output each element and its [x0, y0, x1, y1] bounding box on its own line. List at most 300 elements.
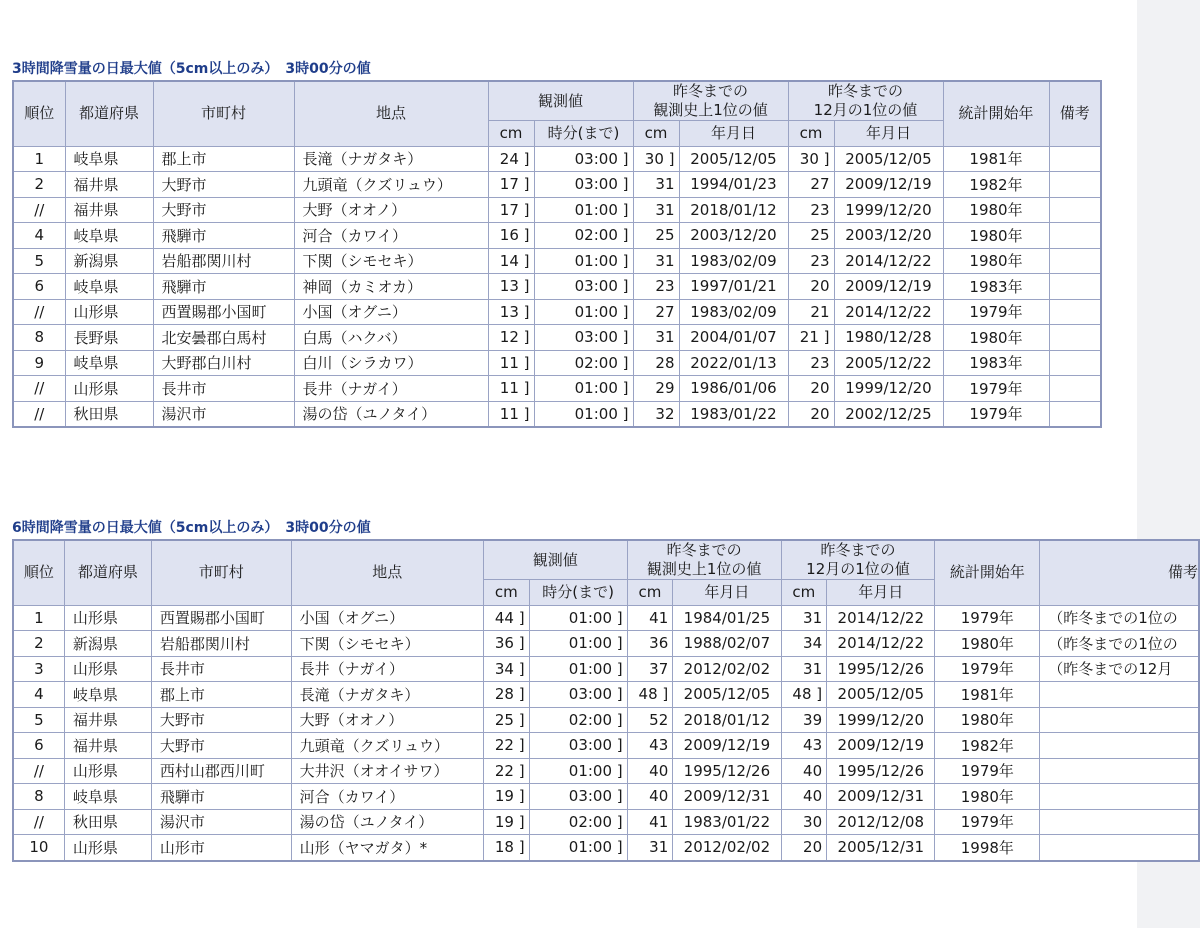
cell-record-dec-cm: 23: [788, 350, 834, 376]
cell-remarks: [1049, 350, 1101, 376]
table-row: [13, 146, 1101, 172]
cell-observed-time: 03:00 ]: [529, 733, 627, 759]
cell-record-all-cm: 36: [627, 631, 673, 657]
header-cm: cm: [627, 580, 673, 606]
cell-rank: 5: [13, 248, 65, 274]
table2-title: 6時間降雪量の日最大値（5cm以上のみ） 3時00分の値: [12, 520, 371, 536]
cell-city: 大野郡白川村: [153, 350, 294, 376]
cell-observed-cm: 11 ]: [488, 401, 534, 427]
cell-record-all-cm: 28: [633, 350, 679, 376]
cell-observed-time: 01:00 ]: [529, 758, 627, 784]
cell-start-year: 1979年: [943, 299, 1049, 325]
cell-rank: //: [13, 758, 64, 784]
header-city: 市町村: [153, 81, 294, 146]
table-row: [13, 682, 1199, 708]
cell-remarks: [1049, 376, 1101, 402]
cell-observed-cm: 34 ]: [483, 656, 529, 682]
cell-rank: 2: [13, 172, 65, 198]
header-time: 時分(まで): [534, 121, 633, 147]
cell-city: 大野市: [153, 197, 294, 223]
cell-station: 神岡（カミオカ）: [294, 274, 488, 300]
cell-rank: 1: [13, 605, 64, 631]
table-row: [13, 605, 1199, 631]
cell-rank: 8: [13, 325, 65, 351]
cell-station: 白馬（ハクバ）: [294, 325, 488, 351]
cell-record-all-cm: 37: [627, 656, 673, 682]
cell-record-dec-cm: 43: [781, 733, 827, 759]
header-station: 地点: [291, 540, 483, 605]
cell-start-year: 1983年: [943, 350, 1049, 376]
cell-record-all-date: 2012/02/02: [673, 656, 781, 682]
cell-rank: //: [13, 809, 64, 835]
header-record-all: 昨冬までの 観測史上1位の値: [633, 81, 788, 121]
cell-city: 郡上市: [151, 682, 291, 708]
cell-record-dec-date: 1999/12/20: [834, 197, 943, 223]
cell-record-all-cm: 43: [627, 733, 673, 759]
cell-station: 長滝（ナガタキ）: [294, 146, 488, 172]
cell-observed-cm: 19 ]: [483, 809, 529, 835]
cell-observed-cm: 14 ]: [488, 248, 534, 274]
cell-city: 西置賜郡小国町: [151, 605, 291, 631]
cell-record-all-date: 1986/01/06: [679, 376, 788, 402]
table-row: [13, 325, 1101, 351]
cell-record-all-cm: 41: [627, 809, 673, 835]
header-time: 時分(まで): [529, 580, 627, 606]
cell-city: 飛騨市: [151, 784, 291, 810]
cell-remarks: [1049, 223, 1101, 249]
cell-remarks: （昨冬までの1位の: [1040, 631, 1199, 657]
cell-prefecture: 岐阜県: [65, 350, 153, 376]
cell-rank: 6: [13, 733, 64, 759]
cell-record-all-cm: 41: [627, 605, 673, 631]
cell-observed-cm: 13 ]: [488, 299, 534, 325]
cell-city: 西置賜郡小国町: [153, 299, 294, 325]
table1-body: [13, 146, 1101, 427]
header-prefecture: 都道府県: [65, 81, 153, 146]
cell-observed-cm: 19 ]: [483, 784, 529, 810]
cell-observed-cm: 16 ]: [488, 223, 534, 249]
cell-city: 飛騨市: [153, 223, 294, 249]
cell-station: 長井（ナガイ）: [291, 656, 483, 682]
cell-observed-cm: 13 ]: [488, 274, 534, 300]
cell-record-all-date: 2018/01/12: [679, 197, 788, 223]
cell-record-dec-cm: 34: [781, 631, 827, 657]
cell-record-all-date: 2004/01/07: [679, 325, 788, 351]
table-row: [13, 299, 1101, 325]
cell-remarks: [1049, 401, 1101, 427]
cell-record-dec-date: 1980/12/28: [834, 325, 943, 351]
cell-rank: 4: [13, 223, 65, 249]
cell-station: 九頭竜（クズリュウ）: [291, 733, 483, 759]
cell-record-dec-cm: 30: [781, 809, 827, 835]
cell-remarks: [1049, 197, 1101, 223]
table-row: [13, 835, 1199, 861]
cell-record-all-cm: 27: [633, 299, 679, 325]
cell-city: 湯沢市: [153, 401, 294, 427]
cell-start-year: 1979年: [935, 758, 1040, 784]
cell-prefecture: 岐阜県: [65, 146, 153, 172]
cell-rank: //: [13, 299, 65, 325]
cell-remarks: [1040, 835, 1199, 861]
cell-record-dec-cm: 20: [788, 274, 834, 300]
cell-record-all-cm: 29: [633, 376, 679, 402]
cell-rank: 9: [13, 350, 65, 376]
cell-record-dec-date: 2014/12/22: [834, 248, 943, 274]
cell-city: 長井市: [151, 656, 291, 682]
cell-remarks: [1049, 146, 1101, 172]
cell-record-dec-cm: 25: [788, 223, 834, 249]
cell-station: 下関（シモセキ）: [291, 631, 483, 657]
cell-record-dec-cm: 20: [788, 376, 834, 402]
cell-prefecture: 山形県: [65, 376, 153, 402]
cell-prefecture: 山形県: [64, 656, 151, 682]
header-remarks: 備考: [1040, 540, 1199, 605]
cell-city: 北安曇郡白馬村: [153, 325, 294, 351]
cell-record-all-cm: 32: [633, 401, 679, 427]
cell-observed-time: 01:00 ]: [534, 197, 633, 223]
cell-remarks: [1040, 707, 1199, 733]
table-row: [13, 656, 1199, 682]
table-row: [13, 274, 1101, 300]
cell-record-dec-date: 2002/12/25: [834, 401, 943, 427]
header-cm: cm: [781, 580, 827, 606]
cell-record-dec-cm: 23: [788, 248, 834, 274]
cell-observed-time: 03:00 ]: [529, 784, 627, 810]
header-date: 年月日: [827, 580, 935, 606]
cell-record-dec-date: 2003/12/20: [834, 223, 943, 249]
cell-record-dec-cm: 23: [788, 197, 834, 223]
cell-city: 岩船郡関川村: [153, 248, 294, 274]
header-rank: 順位: [13, 540, 64, 605]
cell-record-dec-cm: 31: [781, 605, 827, 631]
header-rank: 順位: [13, 81, 65, 146]
cell-observed-time: 02:00 ]: [534, 223, 633, 249]
cell-record-dec-date: 2009/12/19: [834, 274, 943, 300]
table-row: [13, 401, 1101, 427]
table2-body: [13, 605, 1199, 861]
cell-record-dec-date: 2009/12/19: [827, 733, 935, 759]
table1: [12, 80, 1102, 428]
header-cm: cm: [488, 121, 534, 147]
cell-record-dec-cm: 48 ]: [781, 682, 827, 708]
table-row: [13, 707, 1199, 733]
cell-observed-time: 01:00 ]: [534, 401, 633, 427]
cell-city: 郡上市: [153, 146, 294, 172]
cell-observed-cm: 22 ]: [483, 758, 529, 784]
table2: [12, 539, 1200, 862]
cell-record-all-date: 1984/01/25: [673, 605, 781, 631]
cell-record-all-cm: 31: [633, 172, 679, 198]
cell-record-dec-date: 2009/12/31: [827, 784, 935, 810]
cell-station: 大野（オオノ）: [291, 707, 483, 733]
header-cm: cm: [788, 121, 834, 147]
cell-record-dec-cm: 21: [788, 299, 834, 325]
cell-record-dec-cm: 27: [788, 172, 834, 198]
cell-record-all-date: 2009/12/19: [673, 733, 781, 759]
cell-observed-time: 01:00 ]: [529, 605, 627, 631]
cell-rank: 6: [13, 274, 65, 300]
cell-observed-time: 02:00 ]: [529, 809, 627, 835]
cell-start-year: 1980年: [935, 631, 1040, 657]
cell-prefecture: 新潟県: [64, 631, 151, 657]
header-city: 市町村: [151, 540, 291, 605]
cell-record-dec-date: 2009/12/19: [834, 172, 943, 198]
cell-prefecture: 岐阜県: [64, 682, 151, 708]
cell-city: 大野市: [151, 733, 291, 759]
cell-prefecture: 福井県: [64, 707, 151, 733]
cell-start-year: 1979年: [935, 656, 1040, 682]
cell-city: 山形市: [151, 835, 291, 861]
cell-observed-cm: 36 ]: [483, 631, 529, 657]
cell-record-all-cm: 31: [627, 835, 673, 861]
cell-prefecture: 山形県: [64, 605, 151, 631]
cell-remarks: [1049, 172, 1101, 198]
table-row: [13, 172, 1101, 198]
cell-record-all-cm: 31: [633, 248, 679, 274]
cell-record-all-date: 1983/01/22: [673, 809, 781, 835]
cell-remarks: [1040, 809, 1199, 835]
cell-record-dec-date: 1999/12/20: [834, 376, 943, 402]
cell-start-year: 1979年: [943, 376, 1049, 402]
cell-record-all-date: 2003/12/20: [679, 223, 788, 249]
cell-record-dec-cm: 39: [781, 707, 827, 733]
table1-title: 3時間降雪量の日最大値（5cm以上のみ） 3時00分の値: [12, 61, 371, 77]
header-start-year: 統計開始年: [943, 81, 1049, 146]
cell-station: 河合（カワイ）: [294, 223, 488, 249]
cell-rank: 3: [13, 656, 64, 682]
cell-record-all-date: 1997/01/21: [679, 274, 788, 300]
cell-start-year: 1979年: [935, 809, 1040, 835]
cell-prefecture: 岐阜県: [65, 223, 153, 249]
table-row: [13, 376, 1101, 402]
cell-observed-cm: 11 ]: [488, 376, 534, 402]
cell-observed-cm: 28 ]: [483, 682, 529, 708]
cell-record-all-date: 2018/01/12: [673, 707, 781, 733]
table-row: [13, 809, 1199, 835]
cell-record-all-date: 2022/01/13: [679, 350, 788, 376]
cell-remarks: [1040, 784, 1199, 810]
cell-observed-cm: 12 ]: [488, 325, 534, 351]
header-prefecture: 都道府県: [64, 540, 151, 605]
cell-city: 岩船郡関川村: [151, 631, 291, 657]
cell-record-dec-cm: 40: [781, 784, 827, 810]
cell-remarks: [1049, 299, 1101, 325]
cell-start-year: 1979年: [943, 401, 1049, 427]
cell-prefecture: 山形県: [64, 758, 151, 784]
cell-observed-time: 03:00 ]: [534, 172, 633, 198]
cell-city: 大野市: [151, 707, 291, 733]
header-record-all: 昨冬までの 観測史上1位の値: [627, 540, 781, 580]
cell-remarks: [1049, 248, 1101, 274]
cell-station: 大野（オオノ）: [294, 197, 488, 223]
cell-observed-cm: 22 ]: [483, 733, 529, 759]
cell-record-dec-date: 2014/12/22: [827, 605, 935, 631]
cell-observed-time: 01:00 ]: [534, 248, 633, 274]
cell-observed-time: 03:00 ]: [529, 682, 627, 708]
cell-record-all-date: 1983/02/09: [679, 248, 788, 274]
cell-remarks: [1040, 733, 1199, 759]
cell-record-all-date: 1994/01/23: [679, 172, 788, 198]
table-row: [13, 248, 1101, 274]
header-cm: cm: [633, 121, 679, 147]
cell-record-dec-cm: 21 ]: [788, 325, 834, 351]
cell-observed-cm: 44 ]: [483, 605, 529, 631]
header-remarks: 備考: [1049, 81, 1101, 146]
cell-record-all-date: 2005/12/05: [673, 682, 781, 708]
cell-station: 湯の岱（ユノタイ）: [294, 401, 488, 427]
cell-station: 湯の岱（ユノタイ）: [291, 809, 483, 835]
header-record-dec: 昨冬までの 12月の1位の値: [781, 540, 935, 580]
cell-station: 河合（カワイ）: [291, 784, 483, 810]
cell-observed-time: 01:00 ]: [529, 835, 627, 861]
table-row: [13, 197, 1101, 223]
table-row: [13, 631, 1199, 657]
cell-prefecture: 福井県: [64, 733, 151, 759]
cell-start-year: 1980年: [943, 248, 1049, 274]
cell-record-dec-date: 2005/12/22: [834, 350, 943, 376]
cell-record-dec-cm: 31: [781, 656, 827, 682]
cell-record-dec-date: 2005/12/05: [834, 146, 943, 172]
cell-remarks: （昨冬までの12月: [1040, 656, 1199, 682]
cell-observed-cm: 17 ]: [488, 197, 534, 223]
cell-prefecture: 福井県: [65, 172, 153, 198]
cell-prefecture: 岐阜県: [65, 274, 153, 300]
header-station: 地点: [294, 81, 488, 146]
table-row: [13, 758, 1199, 784]
cell-record-all-date: 2005/12/05: [679, 146, 788, 172]
cell-record-dec-cm: 40: [781, 758, 827, 784]
cell-observed-time: 01:00 ]: [534, 299, 633, 325]
cell-observed-cm: 24 ]: [488, 146, 534, 172]
header-date: 年月日: [673, 580, 781, 606]
cell-record-dec-date: 1995/12/26: [827, 758, 935, 784]
cell-record-all-cm: 48 ]: [627, 682, 673, 708]
cell-start-year: 1982年: [935, 733, 1040, 759]
cell-start-year: 1980年: [935, 707, 1040, 733]
cell-station: 小国（オグニ）: [291, 605, 483, 631]
cell-station: 九頭竜（クズリュウ）: [294, 172, 488, 198]
cell-station: 長滝（ナガタキ）: [291, 682, 483, 708]
cell-rank: 1: [13, 146, 65, 172]
cell-prefecture: 山形県: [64, 835, 151, 861]
cell-record-all-date: 2012/02/02: [673, 835, 781, 861]
cell-record-all-date: 1983/02/09: [679, 299, 788, 325]
cell-remarks: [1040, 758, 1199, 784]
cell-record-dec-date: 1999/12/20: [827, 707, 935, 733]
cell-observed-time: 02:00 ]: [534, 350, 633, 376]
cell-record-all-cm: 30 ]: [633, 146, 679, 172]
cell-rank: //: [13, 401, 65, 427]
cell-record-all-cm: 40: [627, 758, 673, 784]
cell-observed-time: 03:00 ]: [534, 325, 633, 351]
table-row: [13, 733, 1199, 759]
cell-rank: 5: [13, 707, 64, 733]
cell-remarks: [1040, 682, 1199, 708]
cell-observed-cm: 11 ]: [488, 350, 534, 376]
table-row: [13, 350, 1101, 376]
header-cm: cm: [483, 580, 529, 606]
cell-record-dec-cm: 20: [781, 835, 827, 861]
cell-record-dec-date: 2005/12/31: [827, 835, 935, 861]
cell-record-all-cm: 52: [627, 707, 673, 733]
cell-start-year: 1980年: [943, 325, 1049, 351]
cell-start-year: 1980年: [935, 784, 1040, 810]
cell-city: 飛騨市: [153, 274, 294, 300]
cell-observed-time: 01:00 ]: [534, 376, 633, 402]
cell-rank: 2: [13, 631, 64, 657]
cell-record-dec-date: 2014/12/22: [834, 299, 943, 325]
cell-record-all-cm: 40: [627, 784, 673, 810]
cell-record-all-date: 2009/12/31: [673, 784, 781, 810]
cell-prefecture: 岐阜県: [64, 784, 151, 810]
cell-city: 長井市: [153, 376, 294, 402]
cell-observed-time: 01:00 ]: [529, 656, 627, 682]
cell-observed-time: 01:00 ]: [529, 631, 627, 657]
cell-record-all-cm: 31: [633, 325, 679, 351]
cell-start-year: 1981年: [935, 682, 1040, 708]
cell-start-year: 1981年: [943, 146, 1049, 172]
cell-prefecture: 秋田県: [64, 809, 151, 835]
cell-observed-cm: 17 ]: [488, 172, 534, 198]
cell-remarks: [1049, 274, 1101, 300]
cell-record-all-cm: 23: [633, 274, 679, 300]
table2-section: [12, 517, 1200, 862]
cell-observed-time: 03:00 ]: [534, 274, 633, 300]
header-start-year: 統計開始年: [935, 540, 1040, 605]
cell-remarks: （昨冬までの1位の: [1040, 605, 1199, 631]
cell-start-year: 1980年: [943, 223, 1049, 249]
cell-start-year: 1980年: [943, 197, 1049, 223]
cell-observed-cm: 18 ]: [483, 835, 529, 861]
cell-observed-time: 03:00 ]: [534, 146, 633, 172]
cell-station: 下関（シモセキ）: [294, 248, 488, 274]
cell-record-all-cm: 31: [633, 197, 679, 223]
cell-remarks: [1049, 325, 1101, 351]
cell-station: 長井（ナガイ）: [294, 376, 488, 402]
cell-prefecture: 新潟県: [65, 248, 153, 274]
cell-record-dec-date: 2005/12/05: [827, 682, 935, 708]
cell-station: 白川（シラカワ）: [294, 350, 488, 376]
table1-section: [12, 58, 1102, 428]
cell-prefecture: 山形県: [65, 299, 153, 325]
header-record-dec: 昨冬までの 12月の1位の値: [788, 81, 943, 121]
cell-city: 大野市: [153, 172, 294, 198]
header-date: 年月日: [679, 121, 788, 147]
cell-station: 小国（オグニ）: [294, 299, 488, 325]
cell-record-dec-date: 2014/12/22: [827, 631, 935, 657]
cell-station: 大井沢（オオイサワ）: [291, 758, 483, 784]
header-date: 年月日: [834, 121, 943, 147]
cell-start-year: 1979年: [935, 605, 1040, 631]
cell-record-all-cm: 25: [633, 223, 679, 249]
cell-city: 湯沢市: [151, 809, 291, 835]
cell-observed-cm: 25 ]: [483, 707, 529, 733]
cell-start-year: 1998年: [935, 835, 1040, 861]
cell-rank: 4: [13, 682, 64, 708]
header-observed: 観測値: [483, 540, 627, 580]
cell-station: 山形（ヤマガタ）*: [291, 835, 483, 861]
cell-record-all-date: 1988/02/07: [673, 631, 781, 657]
cell-rank: //: [13, 376, 65, 402]
cell-observed-time: 02:00 ]: [529, 707, 627, 733]
cell-record-dec-cm: 30 ]: [788, 146, 834, 172]
table-row: [13, 223, 1101, 249]
cell-start-year: 1982年: [943, 172, 1049, 198]
cell-prefecture: 福井県: [65, 197, 153, 223]
table-row: [13, 784, 1199, 810]
cell-record-all-date: 1983/01/22: [679, 401, 788, 427]
cell-start-year: 1983年: [943, 274, 1049, 300]
